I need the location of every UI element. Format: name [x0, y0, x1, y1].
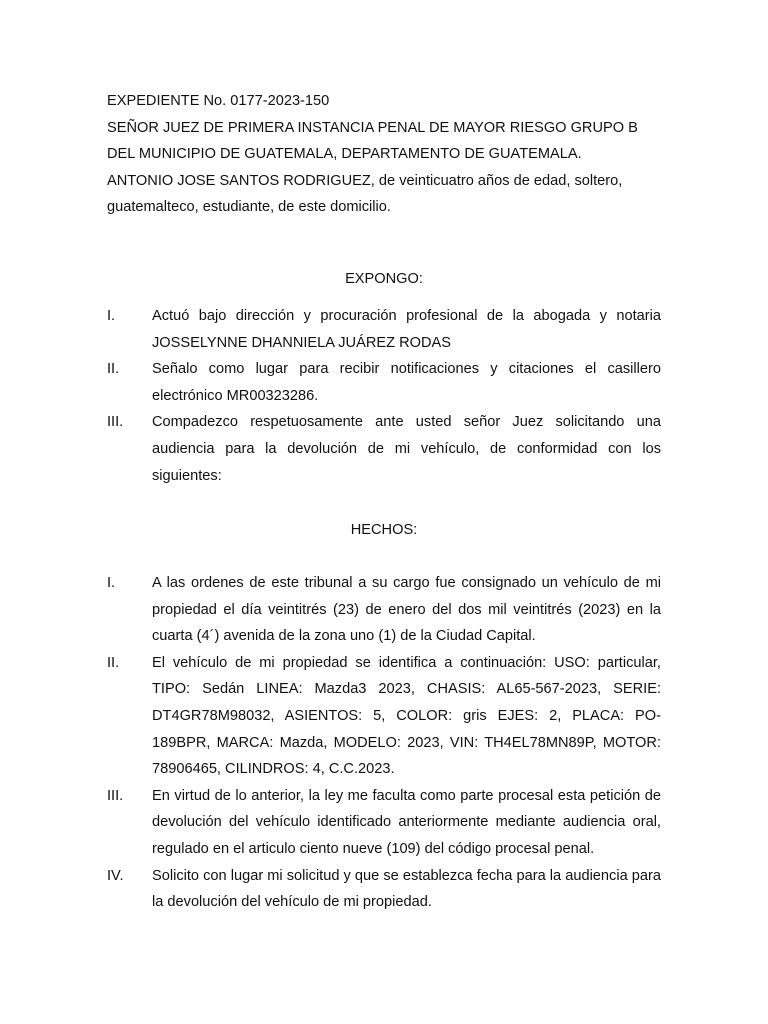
item-text: Solicito con lugar mi solicitud y que se establezca fecha para la audiencia para la devolución del vehículo de mi propiedad.: [152, 867, 661, 911]
item-text: A las ordenes de este tribunal a su cargo fue consignado un vehículo de mi propiedad el día veintitrés (23) de enero del dos mil veintitrés (2023) en la cuarta (4´) avenida de la zona uno (1) de la Ciudad Capital.: [152, 575, 661, 645]
item-text: Actuó bajo dirección y procuración profesional de la abogada y notaria JOSSELYNNE DHANNIELA JUÁREZ RODAS: [152, 308, 661, 351]
addressee-line-1: SEÑOR JUEZ DE PRIMERA INSTANCIA PENAL DE MAYOR RIESGO GRUPO B: [107, 119, 638, 136]
item-number: II.: [107, 654, 120, 671]
item-text: El vehículo de mi propiedad se identifica a continuación: USO: particular, TIPO: Sedán LINEA: Mazda3 2023, CHASIS: AL65-567-2023, SERIE: DT4GR78M98032, ASIENTOS: 5, COLOR: gris EJES: 2, PLACA: PO-189BPR, MARCA: Mazda, MODELO: 2023, VIN: TH4EL78MN89P, MOTOR: 78906465, CILINDROS: 4, C.C.2023.: [152, 654, 661, 778]
list-item: [107, 863, 661, 916]
applicant-line-2: guatemalteco, estudiante, de este domicilio.: [107, 199, 391, 216]
list-item: [107, 783, 661, 863]
list-item: [107, 303, 661, 356]
document-header: [107, 88, 667, 221]
item-text: Señalo como lugar para recibir notificaciones y citaciones el casillero electrónico MR00323286.: [152, 361, 661, 404]
hechos-list: [107, 570, 661, 916]
applicant-line-1: ANTONIO JOSE SANTOS RODRIGUEZ, de veinticuatro años de edad, soltero,: [107, 172, 623, 189]
list-item: [107, 409, 661, 489]
item-number: III.: [107, 787, 124, 804]
item-text: Compadezco respetuosamente ante usted señor Juez solicitando una audiencia para la devolución de mi vehículo, de conformidad con los siguientes:: [152, 414, 661, 484]
list-item: [107, 570, 661, 650]
item-number: IV.: [107, 867, 124, 884]
list-item: [107, 650, 661, 783]
item-number: III.: [107, 414, 124, 431]
expediente-number: EXPEDIENTE No. 0177-2023-150: [107, 93, 330, 109]
item-number: I.: [107, 575, 116, 591]
item-number: II.: [107, 361, 120, 378]
item-number: I.: [107, 308, 116, 324]
list-item: [107, 356, 661, 409]
item-text: En virtud de lo anterior, la ley me faculta como parte procesal esta petición de devolución del vehículo identificado anteriormente mediante audiencia oral, regulado en el articulo ciento nueve (109) del código procesal penal.: [152, 787, 661, 857]
addressee-line-2: DEL MUNICIPIO DE GUATEMALA, DEPARTAMENTO DE GUATEMALA.: [107, 146, 582, 163]
hechos-title: HECHOS:: [350, 522, 418, 538]
expongo-title: EXPONGO:: [345, 271, 423, 287]
expongo-list: [107, 303, 661, 489]
